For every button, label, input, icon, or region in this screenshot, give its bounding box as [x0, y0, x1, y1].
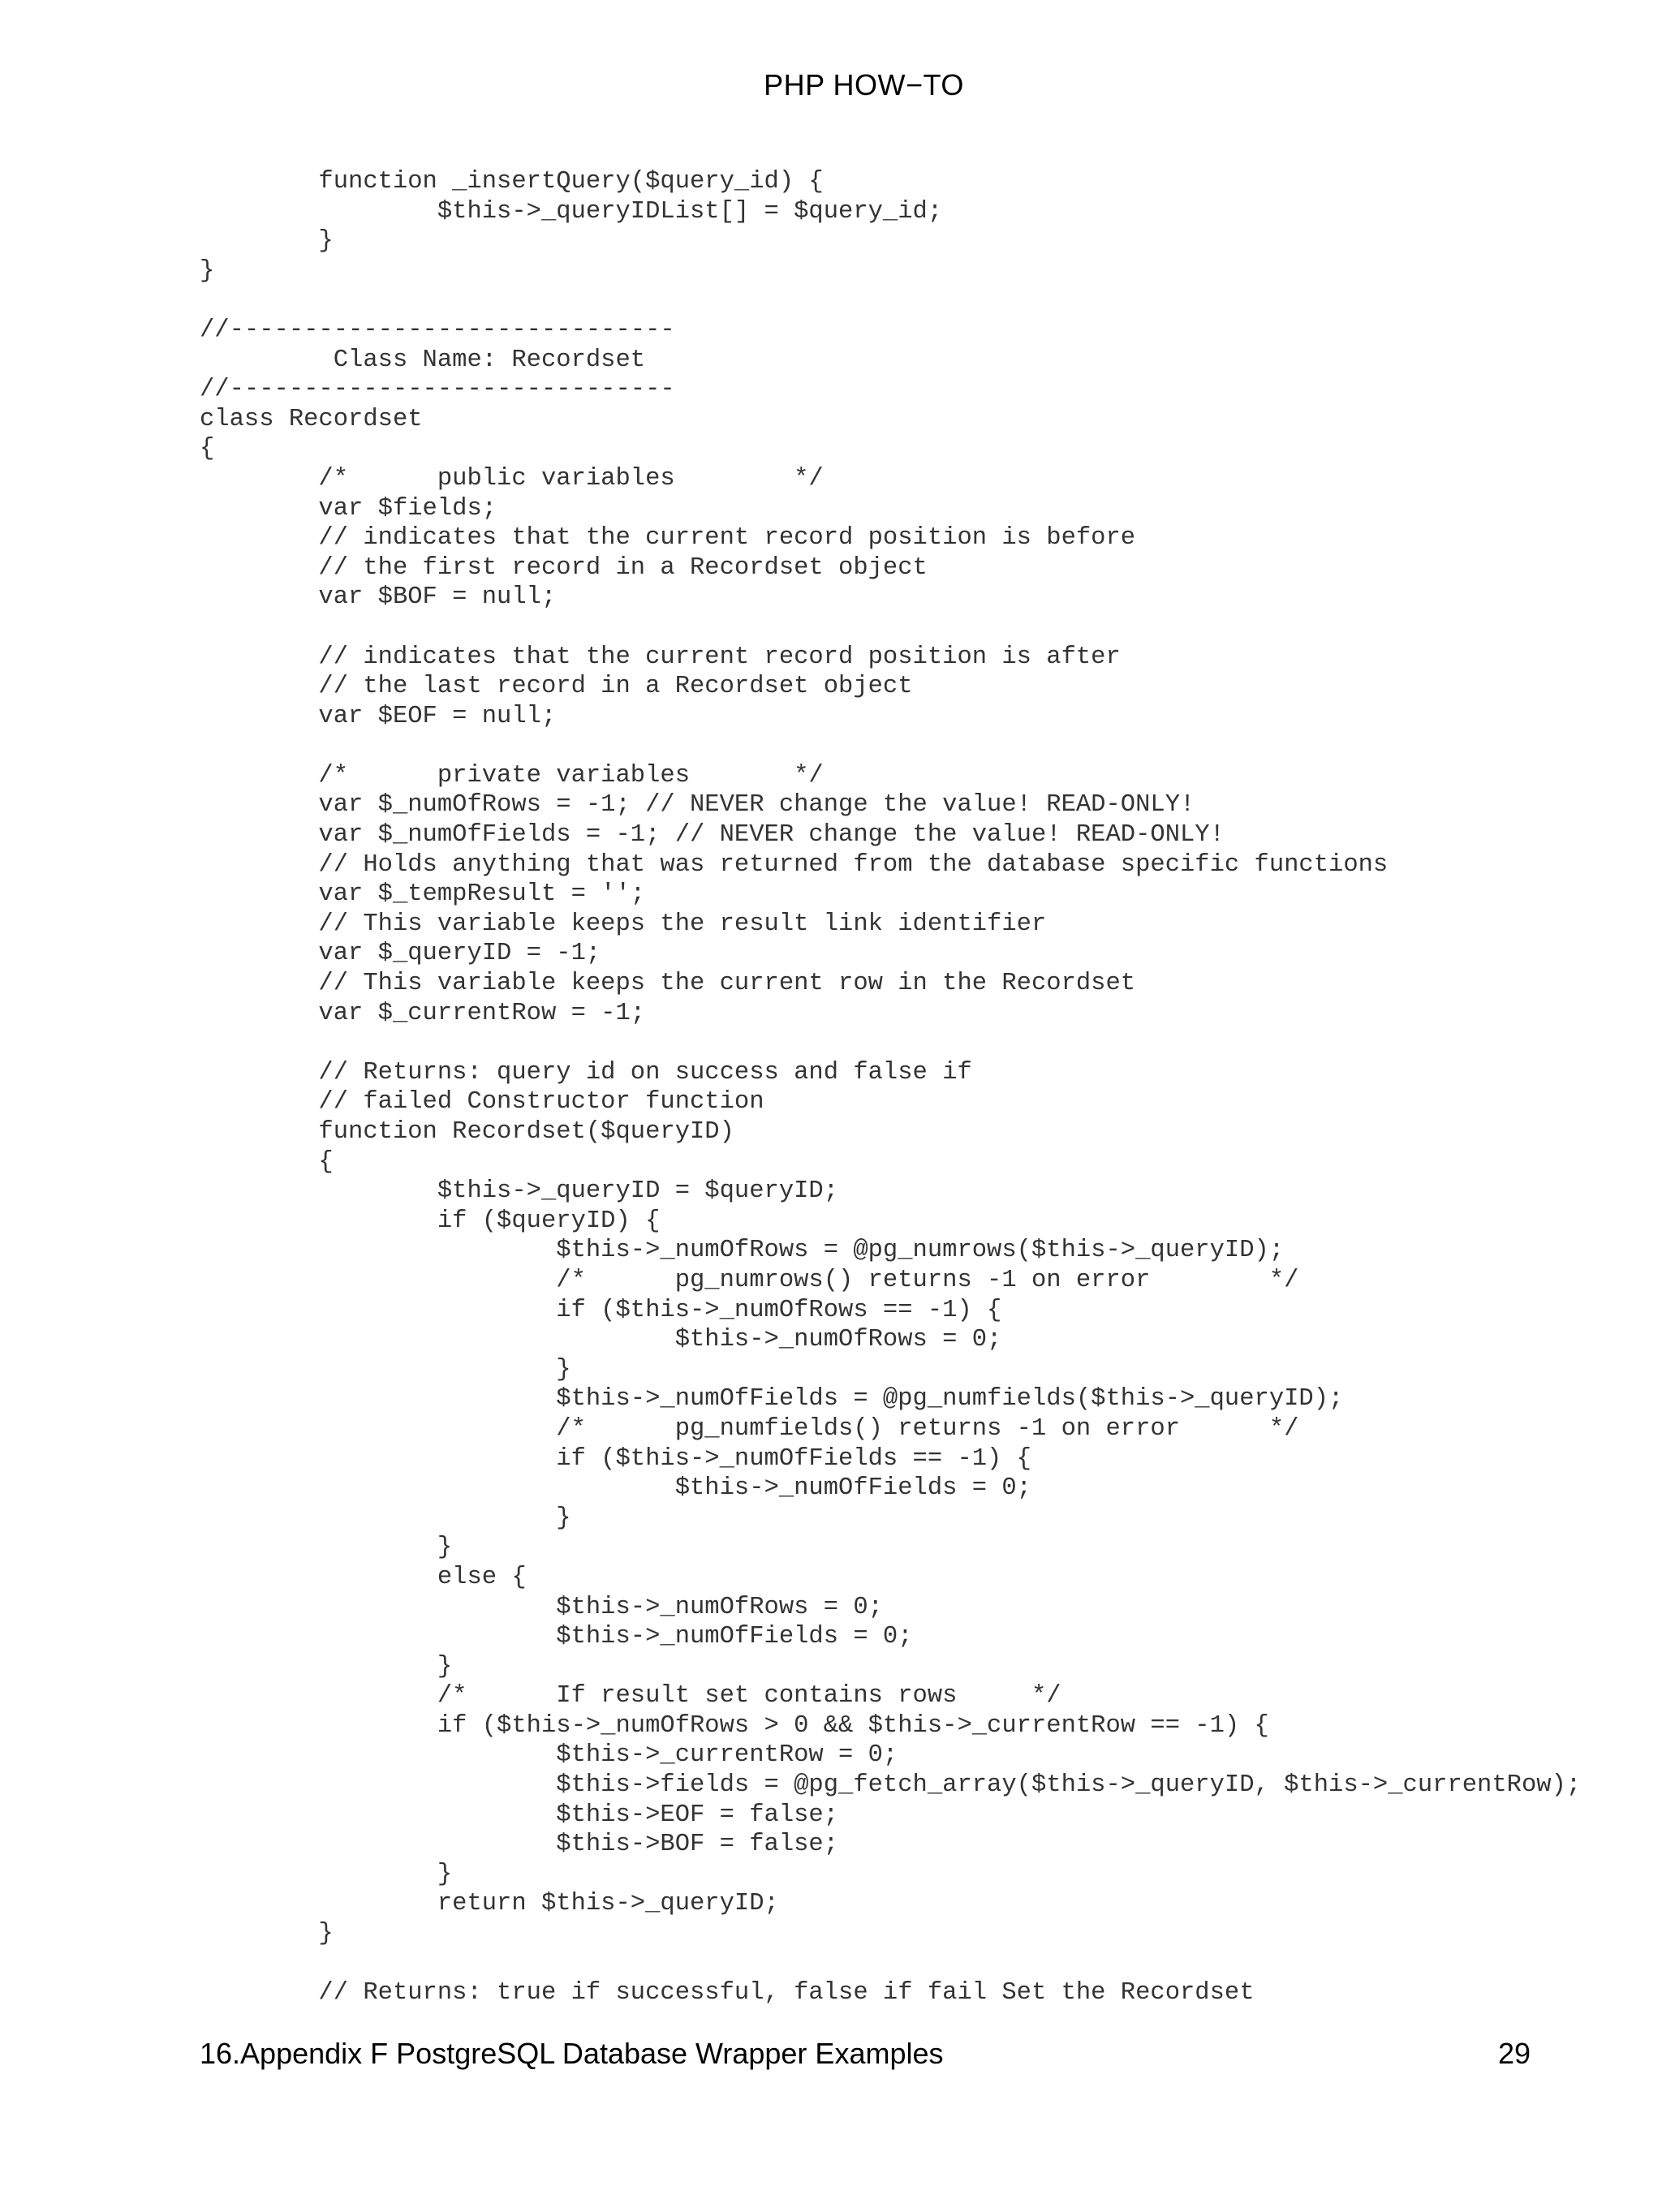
- code-line: if ($this->_numOfRows > 0 && $this->_currentRow == -1) {: [200, 1711, 1269, 1740]
- footer-section-title: 16.Appendix F PostgreSQL Database Wrapper Examples: [200, 2037, 944, 2070]
- code-line: //------------------------------: [200, 376, 675, 404]
- code-line: else {: [200, 1563, 527, 1591]
- code-line: if ($this->_numOfFields == -1) {: [200, 1444, 1031, 1473]
- code-line: // Holds anything that was returned from the database specific functions: [200, 850, 1389, 879]
- code-line: var $_currentRow = -1;: [200, 999, 646, 1027]
- code-line: $this->_numOfRows = @pg_numrows($this->_queryID);: [200, 1237, 1285, 1265]
- code-line: $this->EOF = false;: [200, 1801, 839, 1829]
- code-listing: [200, 167, 1581, 2008]
- code-line: [200, 286, 1581, 316]
- code-line: [200, 731, 1581, 761]
- code-line: var $_numOfRows = -1; // NEVER change the value! READ-ONLY!: [200, 791, 1195, 820]
- code-line: $this->_numOfFields = 0;: [200, 1623, 913, 1651]
- code-line: if ($this->_numOfRows == -1) {: [200, 1296, 1002, 1324]
- code-line: // Returns: true if successful, false if fail Set the Recordset: [200, 1979, 1255, 2008]
- code-line: var $_numOfFields = -1; // NEVER change the value! READ-ONLY!: [200, 821, 1225, 850]
- code-line: // indicates that the current record position is before: [200, 524, 1136, 553]
- code-line: }: [200, 227, 334, 256]
- code-line: if ($queryID) {: [200, 1207, 661, 1235]
- code-line: // Returns: query id on success and false if: [200, 1058, 972, 1087]
- code-line: {: [200, 435, 215, 463]
- code-line: // This variable keeps the current row in the Recordset: [200, 970, 1136, 998]
- code-line: var $fields;: [200, 494, 497, 523]
- code-line: }: [200, 1534, 453, 1562]
- code-line: [200, 1949, 1581, 1979]
- code-line: /* If result set contains rows */: [200, 1682, 1061, 1711]
- code-line: }: [200, 1920, 334, 1948]
- code-line: function _insertQuery($query_id) {: [200, 168, 824, 196]
- code-line: }: [200, 1652, 453, 1681]
- code-line: var $_tempResult = '';: [200, 880, 646, 909]
- code-line: }: [200, 256, 215, 285]
- code-line: /* pg_numfields() returns -1 on error */: [200, 1414, 1299, 1443]
- code-line: //------------------------------: [200, 316, 675, 344]
- code-line: {: [200, 1147, 334, 1176]
- code-line: $this->_numOfRows = 0;: [200, 1326, 1002, 1354]
- code-line: var $_queryID = -1;: [200, 940, 601, 968]
- code-line: [200, 1028, 1581, 1058]
- code-line: $this->_numOfFields = @pg_numfields($this->_queryID);: [200, 1385, 1344, 1414]
- code-line: var $BOF = null;: [200, 583, 557, 612]
- code-line: }: [200, 1355, 571, 1384]
- code-line: $this->fields = @pg_fetch_array($this->_queryID, $this->_currentRow);: [200, 1771, 1582, 1800]
- code-line: // indicates that the current record position is after: [200, 643, 1121, 671]
- code-line: [200, 613, 1581, 643]
- code-line: // the last record in a Recordset object: [200, 673, 913, 701]
- code-line: $this->_numOfFields = 0;: [200, 1474, 1031, 1503]
- code-line: $this->_currentRow = 0;: [200, 1741, 898, 1770]
- code-line: Class Name: Recordset: [200, 346, 646, 374]
- code-line: /* pg_numrows() returns -1 on error */: [200, 1266, 1299, 1294]
- code-line: }: [200, 1504, 571, 1532]
- code-line: $this->BOF = false;: [200, 1831, 839, 1859]
- code-line: // failed Constructor function: [200, 1088, 764, 1117]
- code-line: function Recordset($queryID): [200, 1118, 734, 1146]
- code-line: $this->_numOfRows = 0;: [200, 1593, 883, 1621]
- code-line: /* public variables */: [200, 464, 824, 493]
- code-line: $this->_queryID = $queryID;: [200, 1177, 839, 1206]
- code-line: // the first record in a Recordset object: [200, 553, 928, 582]
- page-number: 29: [1497, 2037, 1531, 2070]
- code-line: /* private variables */: [200, 761, 824, 790]
- code-line: class Recordset: [200, 405, 423, 433]
- code-line: $this->_queryIDList[] = $query_id;: [200, 197, 943, 226]
- code-line: return $this->_queryID;: [200, 1890, 779, 1918]
- page-header: PHP HOW−TO: [764, 68, 964, 101]
- code-line: }: [200, 1860, 453, 1888]
- code-line: // This variable keeps the result link identifier: [200, 910, 1047, 938]
- code-line: var $EOF = null;: [200, 702, 557, 730]
